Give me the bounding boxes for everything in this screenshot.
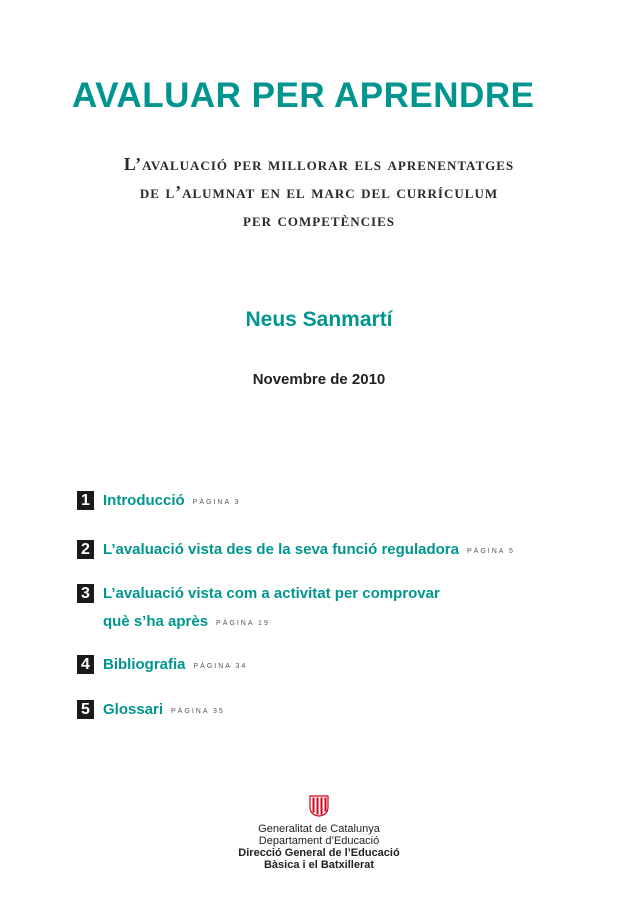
- toc-title: Introducció: [103, 492, 185, 509]
- logo-line-departament: Departament d’Educació: [258, 835, 380, 847]
- toc-entry: [103, 491, 241, 512]
- toc-entry: [103, 655, 247, 676]
- document-title: AVALUAR PER APRENDRE: [72, 76, 535, 115]
- toc-number-badge: 1: [77, 491, 94, 510]
- toc-page-ref: PÀGINA 19: [216, 620, 270, 627]
- toc-page-ref: PÀGINA 5: [466, 548, 515, 555]
- logo-line-generalitat: Generalitat de Catalunya: [258, 823, 380, 835]
- document-subtitle: [0, 150, 638, 234]
- toc-entry: [103, 584, 440, 633]
- subtitle-line-1: L’avaluació per millorar els aprenentatges: [123, 154, 515, 174]
- toc-title: Bibliografia: [103, 656, 186, 673]
- toc-entry: [103, 700, 225, 721]
- toc-title-line-1: L’avaluació vista com a activitat per comprovar: [103, 585, 440, 602]
- toc-number-badge: 4: [77, 655, 94, 674]
- author-name: Neus Sanmartí: [245, 308, 393, 331]
- subtitle-line-2: de l’alumnat en el marc del currículum: [139, 182, 499, 202]
- logo-line-basica: Bàsica i el Batxillerat: [263, 859, 375, 871]
- toc-title: Glossari: [103, 701, 164, 718]
- toc-page-ref: PÀGINA 35: [171, 708, 225, 715]
- toc-title-line-2: què s’ha après: [103, 613, 209, 630]
- toc-page-ref: PÀGINA 34: [193, 663, 248, 670]
- generalitat-coat-of-arms-icon: [309, 795, 329, 817]
- toc-number-badge: 2: [77, 540, 94, 559]
- toc-number-badge: 5: [77, 700, 94, 719]
- publication-date: Novembre de 2010: [252, 371, 386, 388]
- subtitle-line-3: per competències: [243, 210, 395, 230]
- toc-entry: [103, 540, 515, 561]
- toc-page-ref: PÀGINA 3: [192, 499, 241, 506]
- institution-logo: [0, 795, 638, 871]
- logo-line-direccio: Direcció General de l’Educació: [238, 847, 400, 859]
- toc-number-badge: 3: [77, 584, 94, 603]
- toc-title: L’avaluació vista des de la seva funció reguladora: [103, 541, 459, 558]
